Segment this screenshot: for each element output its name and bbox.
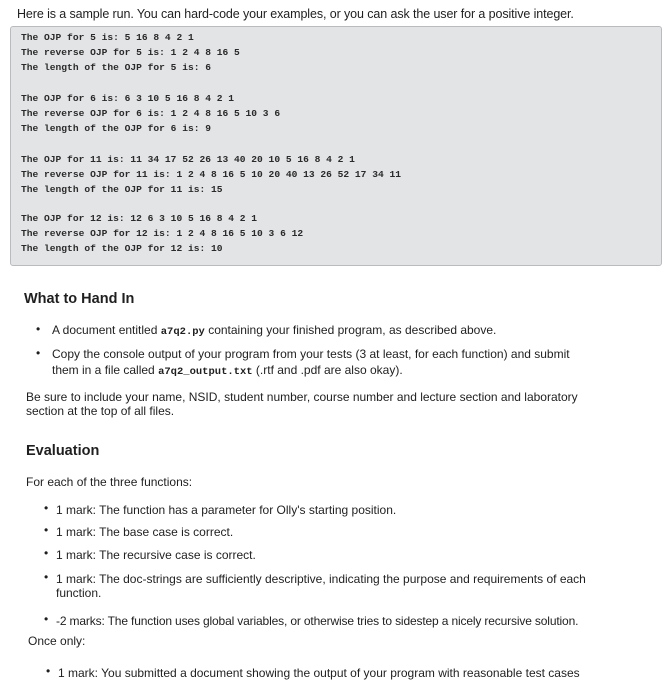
console-line: The reverse OJP for 6 is: 1 2 4 8 16 5 10 3 6: [21, 108, 281, 119]
bullet-icon: •: [36, 322, 41, 336]
bullet-icon: •: [44, 546, 49, 560]
console-line: The OJP for 5 is: 5 16 8 4 2 1: [21, 32, 194, 43]
console-block: [21, 152, 401, 197]
console-line: The OJP for 6 is: 6 3 10 5 16 8 4 2 1: [21, 93, 235, 104]
note-text: section at the top of all files.: [26, 404, 175, 418]
console-block: [21, 30, 240, 75]
console-line: The reverse OJP for 12 is: 1 2 4 8 16 5 10 3 6 12: [21, 228, 304, 239]
filename-code: a7q2_output.txt: [158, 366, 253, 378]
bullet-icon: •: [44, 570, 49, 584]
item-text: 1 mark: The doc-strings are sufficiently descriptive, indicating the purpose and requirements of each: [56, 572, 586, 586]
hand-in-item-cont: [52, 363, 403, 379]
item-text: containing your finished program, as described above.: [204, 323, 497, 337]
evaluation-item: 1 mark: You submitted a document showing the output of your program with reasonable test cases: [58, 666, 580, 680]
console-line: The length of the OJP for 11 is: 15: [21, 184, 223, 195]
hand-in-item: [52, 323, 496, 339]
console-block: [21, 91, 280, 136]
console-line: The reverse OJP for 5 is: 1 2 4 8 16 5: [21, 47, 240, 58]
hand-in-note: [26, 390, 656, 418]
console-line: The length of the OJP for 12 is: 10: [21, 243, 223, 254]
item-text: A document entitled: [52, 323, 161, 337]
console-output-box: [10, 26, 662, 266]
console-block: [21, 211, 303, 256]
bullet-icon: •: [44, 523, 49, 537]
note-text: Be sure to include your name, NSID, student number, course number and lecture section and laboratory: [26, 390, 578, 404]
evaluation-item: -2 marks: The function uses global variables, or otherwise tries to sidestep a nicely recursive solution.: [56, 614, 579, 628]
item-text: Copy the console output of your program from your tests (3 at least, for each function) and submit: [52, 347, 570, 361]
evaluation-heading: Evaluation: [26, 443, 100, 459]
evaluation-item: 1 mark: The recursive case is correct.: [56, 548, 256, 562]
filename-code: a7q2.py: [160, 326, 205, 338]
bullet-icon: •: [36, 346, 41, 360]
hand-in-item: [52, 347, 570, 361]
evaluation-item: [56, 572, 586, 586]
evaluation-item: 1 mark: The base case is correct.: [56, 525, 234, 539]
console-line: The length of the OJP for 5 is: 6: [21, 62, 211, 73]
evaluation-item-cont: [56, 586, 101, 600]
intro-text: Here is a sample run. You can hard-code your examples, or you can ask the user for a positive integer.: [17, 7, 574, 21]
console-line: The reverse OJP for 11 is: 1 2 4 8 16 5 10 20 40 13 26 52 17 34 11: [21, 169, 401, 180]
bullet-icon: •: [44, 612, 49, 626]
evaluation-item: 1 mark: The function has a parameter for Olly's starting position.: [56, 503, 397, 517]
console-line: The OJP for 11 is: 11 34 17 52 26 13 40 20 10 5 16 8 4 2 1: [21, 154, 355, 165]
bullet-icon: •: [46, 664, 51, 678]
once-only-label: Once only:: [28, 634, 86, 648]
console-line: The OJP for 12 is: 12 6 3 10 5 16 8 4 2 1: [21, 213, 258, 224]
item-text: (.rtf and .pdf are also okay).: [252, 363, 403, 377]
item-text: function.: [56, 586, 102, 600]
hand-in-heading: What to Hand In: [24, 291, 135, 307]
bullet-icon: •: [44, 501, 49, 515]
item-text: them in a file called: [52, 363, 159, 377]
evaluation-intro: For each of the three functions:: [26, 475, 193, 489]
console-line: The length of the OJP for 6 is: 9: [21, 123, 211, 134]
